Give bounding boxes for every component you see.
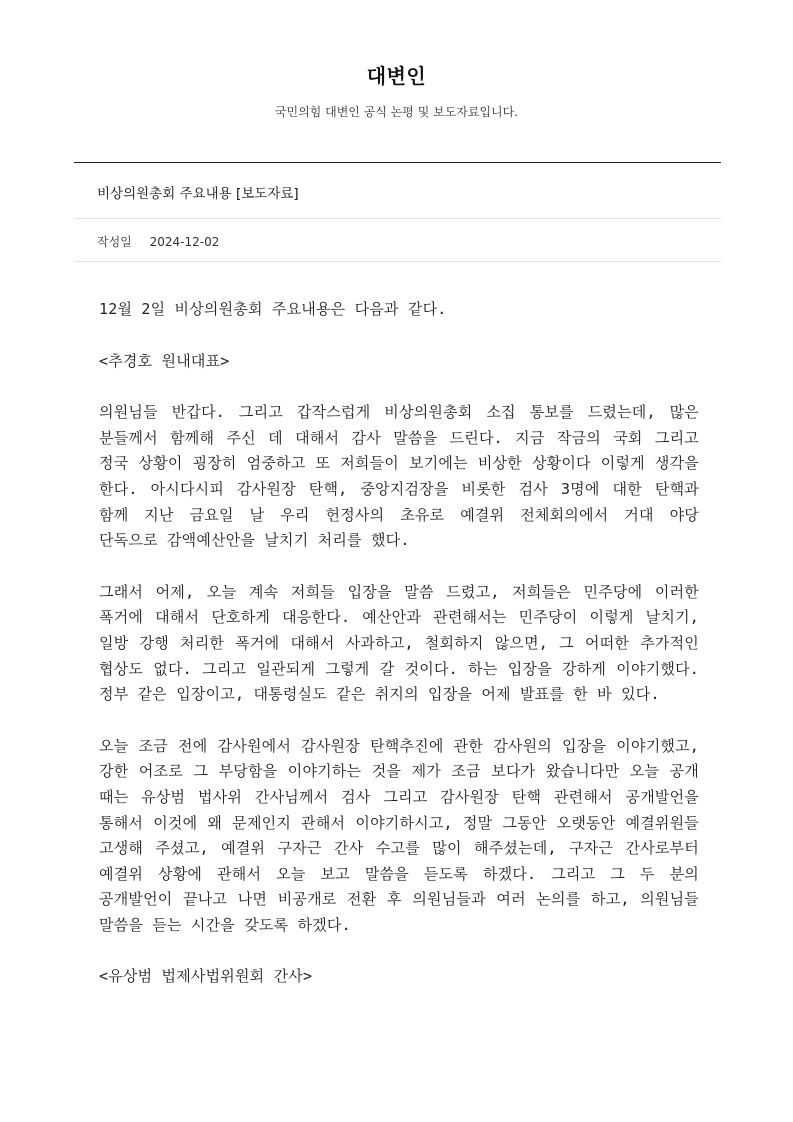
meta-divider (74, 261, 721, 262)
site-title: 대변인 (366, 64, 427, 88)
site-description: 국민의힘 대변인 공식 논평 및 보도자료입니다. (274, 105, 519, 119)
body-paragraph: 오늘 조금 전에 감사원에서 감사원장 탄핵추진에 관한 감사원의 입장을 이야기했고, 강한 어조로 그 부당함을 이야기하는 것을 제가 조금 보다가 왔습니다만 오늘 공개 때는 유상범 법사위 간사님께서 검사 그리고 감사원장 탄핵 관련해서 공개발언을 통해서 이것에 왜 문제인지 관해서 이야기하시고, 정말 그동안 오랫동안 예결위원들 고생해 주셨고, 예결위 구자근 간사 수고를 많이 해주셨는데, 구자근 간사로부터 예결위 상황에 관해서 오늘 보고 말씀을 듣도록 하겠다. 그리고 그 두 분의 공개발언이 끝나고 나면 비공개로 전환 후 의원님들과 여러 논의를 하고, 의원님들 말씀을 듣는 시간을 갖도록 하겠다. (99, 736, 699, 934)
body-paragraph: 의원님들 반갑다. 그리고 갑작스럽게 비상의원총회 소집 통보를 드렸는데, 많은 분들께서 함께해 주신 데 대해서 감사 말씀을 드린다. 지금 작금의 국회 그리고 정국 상황이 굉장히 엄중하고 또 저희들이 보기에는 비상한 상황이다 이렇게 생각을 한다. 아시다시피 감사원장 탄핵, 중앙지검장을 비롯한 검사 3명에 대한 탄핵과 함께 지난 금요일 날 우리 헌정사의 초유로 예결위 전체회의에서 거대 야당 단독으로 감액예산안을 날치기 처리를 했다. (99, 403, 699, 550)
header-divider (74, 162, 721, 163)
speaker-heading: <추경호 원내대표> (99, 351, 230, 370)
post-date: 2024-12-02 (149, 235, 220, 249)
post-title: 비상의원총회 주요내용 [보도자료] (97, 186, 299, 202)
post-body (99, 297, 699, 1016)
title-divider (74, 218, 721, 219)
body-paragraph: 그래서 어제, 오늘 계속 저희들 입장을 말씀 드렸고, 저희들은 민주당에 이러한 폭거에 대해서 단호하게 대응한다. 예산안과 관련해서는 민주당이 이렇게 날치기, 일방 강행 처리한 폭거에 대해서 사과하고, 철회하지 않으면, 그 어떠한 추가적인 협상도 없다. 그리고 일관되게 그렇게 갈 것이다. 하는 입장을 강하게 이야기했다. 정부 같은 입장이고, 대통령실도 같은 취지의 입장을 어제 발표를 한 바 있다. (99, 582, 699, 704)
post-meta (97, 233, 219, 250)
body-paragraph: 12월 2일 비상의원총회 주요내용은 다음과 같다. (99, 300, 447, 318)
date-label: 작성일 (97, 235, 132, 249)
speaker-heading: <유상범 법제사법위원회 간사> (99, 967, 313, 986)
